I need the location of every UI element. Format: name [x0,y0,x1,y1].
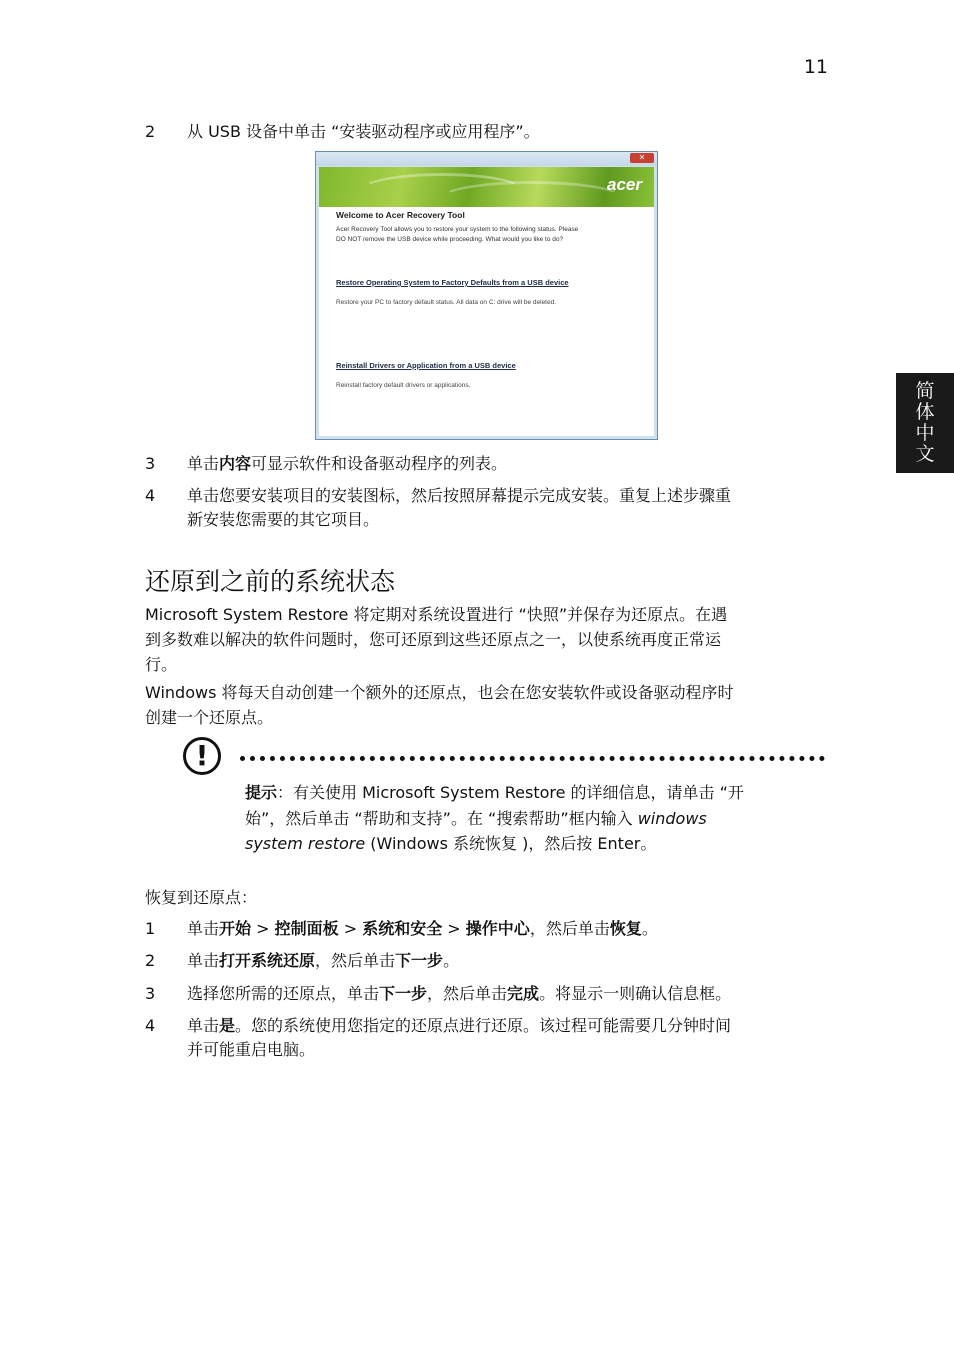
bold-term: 内容 [219,454,252,473]
bold-term: 下一步 [379,984,428,1003]
bold-term: 恢复 [609,919,642,938]
text-run: > [442,919,466,938]
bold-term: 开始 [219,919,252,938]
text-line: Microsoft System Restore 将定期对系统设置进行 “快照”并保存为还原点。在遇 [145,605,728,624]
text-run: 单击 [187,1016,220,1035]
step-text [187,949,827,973]
page-number: 11 [803,56,828,78]
bold-term: 打开系统还原 [219,951,316,970]
restore-step-4 [145,1014,835,1062]
step-text [187,917,827,941]
note-divider [240,756,825,761]
text-run: 单击 [187,951,220,970]
bold-term: 操作中心 [465,919,530,938]
text-run: 始”，然后单击 “帮助和支持”。在 “搜索帮助”框内输入 [245,808,638,828]
step-number: 4 [145,1016,156,1035]
note-line [245,806,815,832]
paragraph-system-restore [145,602,825,677]
note-line [245,780,815,806]
restore-os-link[interactable]: Restore Operating System to Factory Defaults from a USB device [336,278,569,287]
step-number: 2 [145,951,156,970]
text-line: 并可能重启电脑。 [187,1040,316,1059]
window-content [319,207,654,436]
text-run: 。将显示一则确认信息框。 [539,984,732,1003]
text-run: 。 [443,951,460,970]
step-text [187,1014,827,1062]
text-line: 单击您要安装项目的安装图标，然后按照屏幕提示完成安装。重复上述步骤重 [187,486,732,505]
close-icon[interactable]: ✕ [630,153,654,163]
reinstall-drivers-description: Reinstall factory default drivers or applications. [336,382,471,389]
welcome-title: Welcome to Acer Recovery Tool [336,210,465,220]
text-line: 创建一个还原点。 [145,708,274,727]
language-tab [896,373,954,473]
text-run: ：有关使用 Microsoft System Restore 的详细信息，请单击 “开 [277,783,744,802]
reinstall-drivers-link[interactable]: Reinstall Drivers or Application from a USB device [336,361,516,370]
restore-step-3 [145,982,835,1006]
acer-logo: acer [607,175,642,194]
italic-term: system restore [245,834,366,853]
section-title: 还原到之前的系统状态 [145,567,396,596]
text-run: ，然后单击 [315,951,396,970]
restore-step-1 [145,917,835,941]
text-run: 选择您所需的还原点，单击 [187,984,380,1003]
restore-heading: 恢复到还原点： [145,888,258,907]
acer-banner [319,167,654,207]
window-titlebar [316,152,657,166]
language-tab-char: 体 [915,401,935,423]
bold-term: 完成 [507,984,540,1003]
language-tab-char: 文 [915,443,935,465]
bold-term: 下一步 [395,951,444,970]
step-2-usb [145,120,835,144]
text-run: ，然后单击 [427,984,508,1003]
step-text: 从 USB 设备中单击 “安装驱动程序或应用程序”。 [187,122,540,141]
text-line: Windows 将每天自动创建一个额外的还原点，也会在您安装软件或设备驱动程序时 [145,683,734,702]
text-run: > [251,919,275,938]
step-number: 2 [145,122,156,141]
bold-term: 系统和安全 [362,919,443,938]
italic-term: windows [637,808,707,828]
step-text [187,452,827,476]
note-line [245,831,815,857]
restore-step-2 [145,949,835,973]
desc-line: Acer Recovery Tool allows you to restore your system to the following status. Please [336,226,579,233]
text-run: 单击 [187,919,220,938]
text-run: 单击 [187,454,220,473]
text-line: 到多数难以解决的软件问题时，您可还原到这些还原点之一，以使系统再度正常运 [145,630,722,649]
recovery-tool-screenshot [315,151,658,440]
note-box [245,780,815,857]
text-line: 新安装您需要的其它项目。 [187,510,380,529]
text-line: 行。 [145,655,178,674]
step-3-content [145,452,835,476]
step-number: 3 [145,984,156,1003]
step-text [187,982,827,1006]
step-number: 3 [145,454,156,473]
language-tab-char: 中 [915,422,935,444]
note-label: 提示 [245,783,278,802]
exclamation-icon: ! [183,737,221,775]
text-run: 可显示软件和设备驱动程序的列表。 [251,454,508,473]
language-tab-char: 简 [915,380,935,402]
text-run: 。 [641,919,658,938]
step-number: 1 [145,919,156,938]
text-run: ，然后单击 [529,919,610,938]
text-run: > [338,919,363,938]
bold-term: 是 [219,1016,236,1035]
step-4-install [145,484,835,532]
step-text [187,484,827,532]
paragraph-windows-restore-points [145,680,825,730]
desc-line: DO NOT remove the USB device while proceeding. What would you like to do? [336,236,564,243]
text-run: 。您的系统使用您指定的还原点进行还原。该过程可能需要几分钟时间 [235,1016,732,1035]
step-number: 4 [145,486,156,505]
welcome-description [336,225,636,245]
bold-term: 控制面板 [274,919,339,938]
restore-os-description: Restore your PC to factory default status. All data on C: drive will be deleted. [336,299,557,306]
text-run: (Windows 系统恢复 )，然后按 Enter。 [365,834,657,853]
